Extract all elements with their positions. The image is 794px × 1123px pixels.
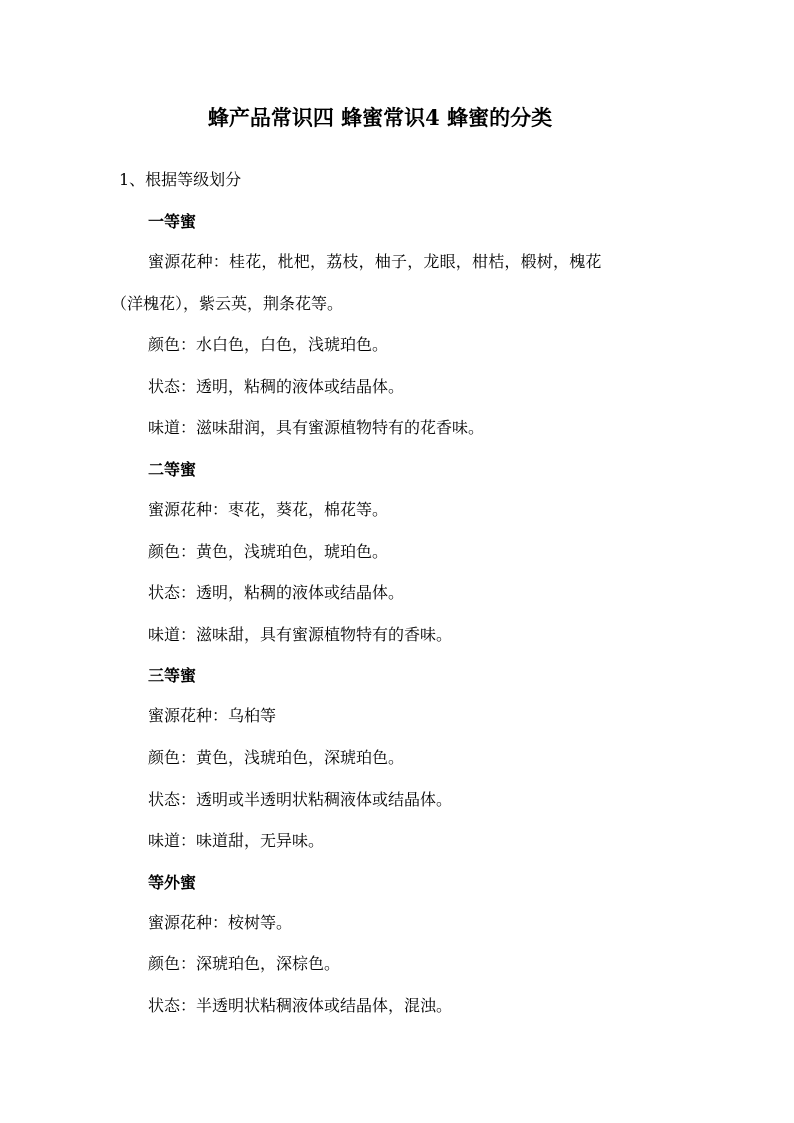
nectar-source-line: 蜜源花种：枣花，葵花，棉花等。 xyxy=(148,499,389,519)
color-line: 颜色：深琥珀色，深棕色。 xyxy=(148,954,341,974)
color-line: 颜色：黄色，浅琥珀色，深琥珀色。 xyxy=(148,747,405,767)
state-line: 状态：透明或半透明状粘稠液体或结晶体。 xyxy=(148,789,453,809)
color-line: 颜色：黄色，浅琥珀色，琥珀色。 xyxy=(148,541,389,561)
grade-heading: 一等蜜 xyxy=(148,212,197,231)
grade-heading: 三等蜜 xyxy=(148,666,197,686)
state-line: 状态：透明，粘稠的液体或结晶体。 xyxy=(148,376,405,396)
nectar-source-continuation: （洋槐花），紫云英，荆条花等。 xyxy=(111,293,344,313)
state-line: 状态：半透明状粘稠液体或结晶体，混浊。 xyxy=(148,995,453,1015)
section-heading: 1、根据等级划分 xyxy=(119,170,242,189)
taste-line: 味道：滋味甜，具有蜜源植物特有的香味。 xyxy=(148,624,453,644)
grade-block-second xyxy=(119,457,679,663)
nectar-source-line: 蜜源花种：桂花，枇杷，荔枝，柚子，龙眼，柑桔，椴树，槐花 xyxy=(148,252,602,271)
state-line: 状态：透明，粘稠的液体或结晶体。 xyxy=(148,583,405,603)
nectar-source-line: 蜜源花种：乌桕等 xyxy=(148,706,277,726)
taste-line: 味道：味道甜，无异味。 xyxy=(148,831,325,851)
taste-line: 味道：滋味甜润，具有蜜源植物特有的花香味。 xyxy=(148,418,485,438)
color-line: 颜色：水白色，白色，浅琥珀色。 xyxy=(148,335,389,355)
nectar-source-line: 蜜源花种：桉树等。 xyxy=(148,912,293,932)
grade-heading: 二等蜜 xyxy=(148,459,197,479)
grade-heading: 等外蜜 xyxy=(148,872,197,892)
grade-list xyxy=(111,209,679,1035)
grade-block-substandard xyxy=(119,870,679,1035)
grade-block-third xyxy=(119,663,679,869)
grade-block-first xyxy=(111,209,679,457)
page-title: 蜂产品常识四 蜂蜜常识4 蜂蜜的分类 xyxy=(207,105,553,130)
